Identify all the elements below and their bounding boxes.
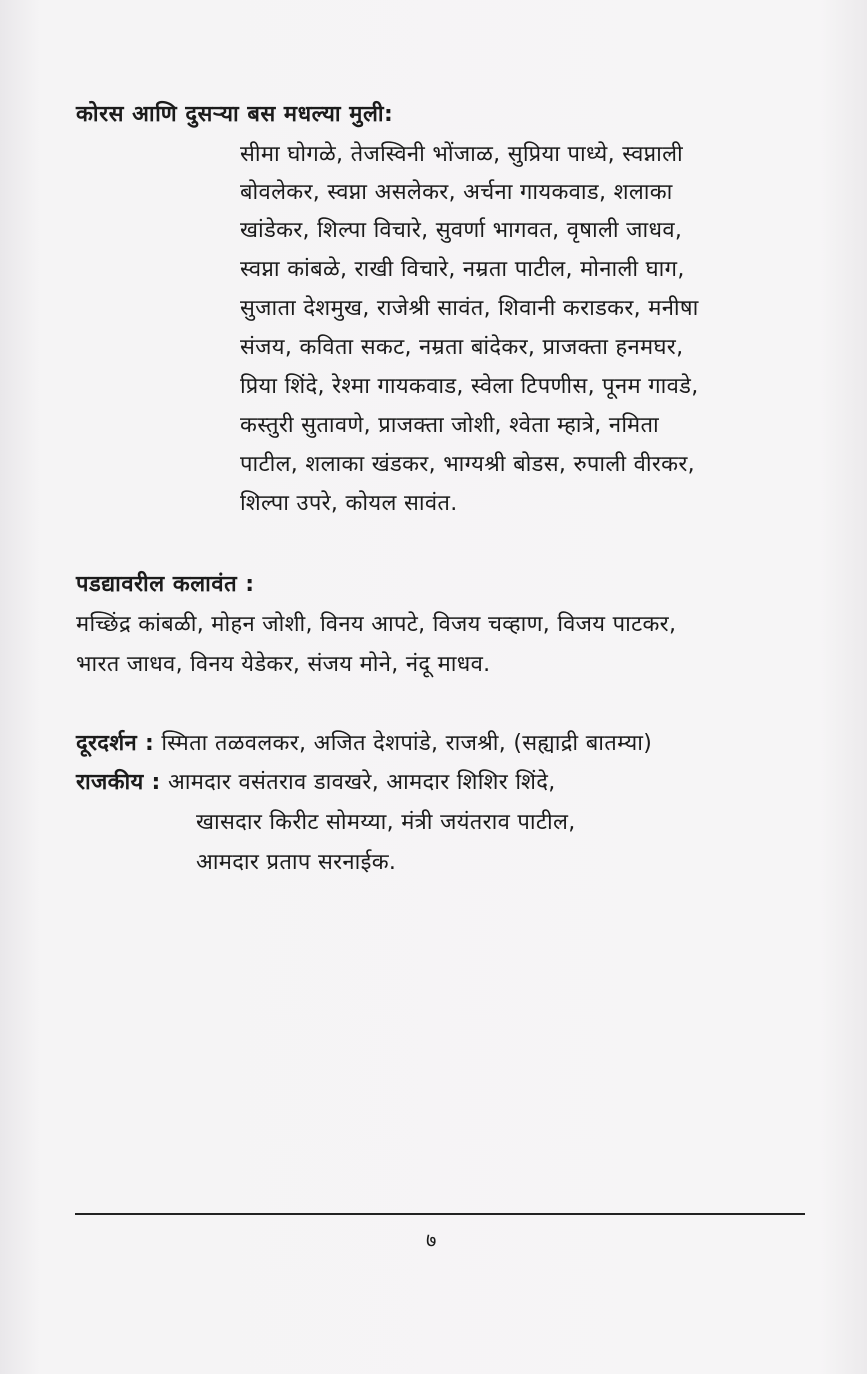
politics-line: आमदार प्रताप सरनाईक. (196, 850, 397, 875)
chorus-line: प्रिया शिंदे, रेश्मा गायकवाड, स्वेला टिपणीस, पूनम गावडे, (240, 374, 699, 399)
chorus-line: सुजाता देशमुख, राजेश्री सावंत, शिवानी कराडकर, मनीषा (240, 296, 699, 321)
politics-label: राजकीय : (76, 770, 161, 795)
politics-line: खासदार किरीट सोमय्या, मंत्री जयंतराव पाटील, (196, 810, 576, 835)
footer-rule (75, 1213, 805, 1215)
chorus-line: पाटील, शलाका खंडकर, भाग्यश्री बोडस, रुपाली वीरकर, (240, 452, 695, 477)
doordarshan-row (76, 727, 652, 757)
chorus-line: शिल्पा उपरे, कोयल सावंत. (240, 491, 458, 516)
chorus-line: सीमा घोगळे, तेजस्विनी भोंजाळ, सुप्रिया पाध्ये, स्वप्नाली (240, 142, 684, 167)
doordarshan-label: दूरदर्शन : (76, 731, 155, 756)
chorus-line: खांडेकर, शिल्पा विचारे, सुवर्णा भागवत, वृषाली जाधव, (240, 218, 683, 243)
backstage-line: भारत जाधव, विनय येडेकर, संजय मोने, नंदू माधव. (76, 652, 491, 677)
chorus-heading: कोरस आणि दुसऱ्या बस मधल्या मुली: (76, 102, 394, 127)
chorus-line: स्वप्ना कांबळे, राखी विचारे, नम्रता पाटील, मोनाली घाग, (240, 257, 685, 282)
backstage-heading: पडद्यावरील कलावंत : (76, 572, 255, 597)
chorus-line: बोवलेकर, स्वप्ना असलेकर, अर्चना गायकवाड, शलाका (240, 180, 673, 205)
politics-line: आमदार वसंतराव डावखरे, आमदार शिशिर शिंदे, (167, 770, 556, 795)
page-number: ७ (426, 1228, 437, 1252)
doordarshan-text: स्मिता तळवलकर, अजित देशपांडे, राजश्री, (सह्याद्री बातम्या) (161, 731, 653, 756)
politics-row (76, 766, 556, 796)
chorus-line: कस्तुरी सुतावणे, प्राजक्ता जोशी, श्वेता म्हात्रे, नमिता (240, 413, 660, 438)
backstage-line: मच्छिंद्र कांबळी, मोहन जोशी, विनय आपटे, विजय चव्हाण, विजय पाटकर, (76, 612, 677, 637)
chorus-line: संजय, कविता सकट, नम्रता बांदेकर, प्राजक्ता हनमघर, (240, 335, 684, 360)
